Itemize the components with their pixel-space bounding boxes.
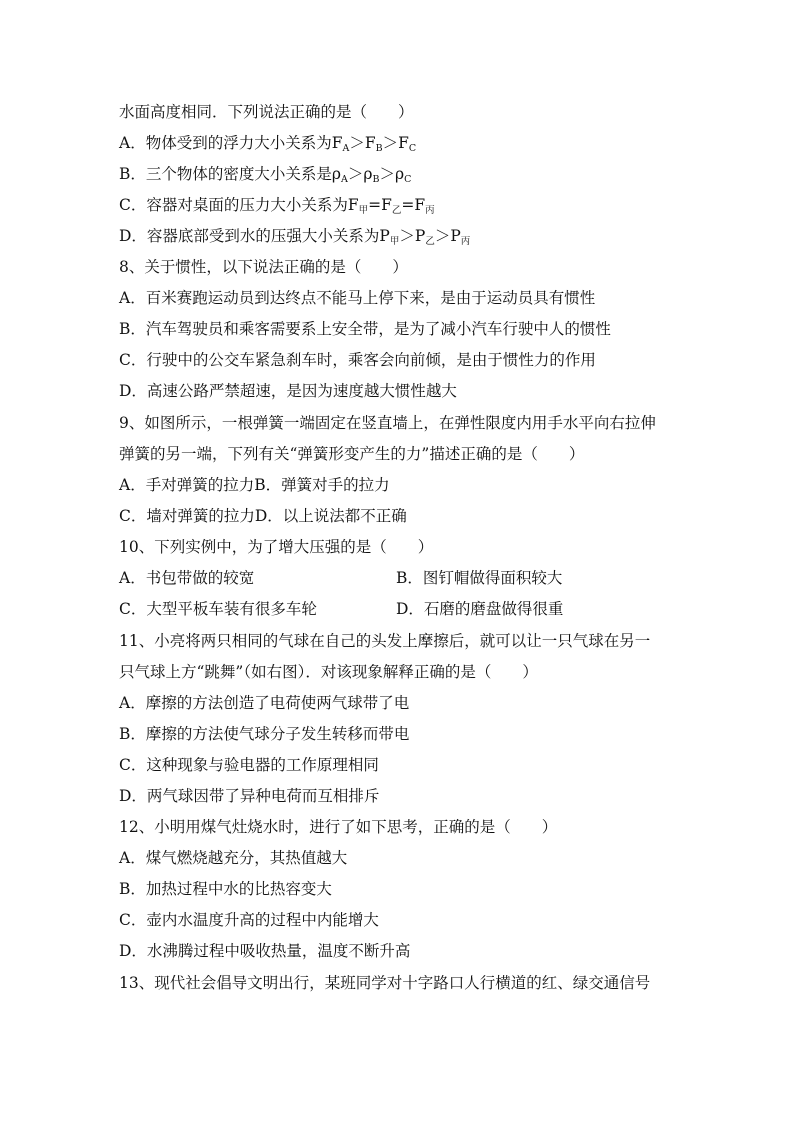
subscript: 丙 — [460, 236, 471, 247]
option-text: ＞P — [434, 227, 461, 245]
option-text: C．容器对桌面的压力大小关系为F — [119, 196, 359, 214]
q8-option-a: A．百米赛跑运动员到达终点不能马上停下来，是由于运动员具有惯性 — [119, 289, 596, 307]
q9-options-cd: C．墙对弹簧的拉力D．以上说法都不正确 — [119, 507, 407, 525]
option-text: ＞ρ — [347, 165, 373, 183]
q12-stem: 12、小明用煤气灶烧水时，进行了如下思考，正确的是（ ） — [119, 818, 558, 836]
option-text: ＞F — [349, 134, 376, 152]
q11-option-d: D．两气球因带了异种电荷而互相排斥 — [119, 787, 380, 805]
q11-option-a: A．摩擦的方法创造了电荷使两气球带了电 — [119, 694, 410, 712]
q12-option-d: D．水沸腾过程中吸收热量，温度不断升高 — [119, 942, 411, 960]
q11-stem-line1: 11、小亮将两只相同的气球在自己的头发上摩擦后，就可以让一只气球在另一 — [119, 632, 651, 650]
q7-stem-continuation: 水面高度相同．下列说法正确的是（ ） — [119, 103, 414, 121]
q11-option-b: B．摩擦的方法使气球分子发生转移而带电 — [119, 725, 410, 743]
q10-option-c: C．大型平板车装有很多车轮 — [119, 600, 317, 618]
option-text: =F — [368, 196, 392, 214]
option-text: =F — [401, 196, 426, 214]
q10-option-b: B．图钉帽做得面积较大 — [396, 569, 563, 587]
subscript: B — [372, 174, 380, 185]
q7-option-c — [119, 190, 435, 220]
subscript: 丙 — [425, 205, 435, 216]
q11-stem-line2: 只气球上方“跳舞”（如右图）．对该现象解释正确的是（ ） — [119, 663, 538, 681]
subscript: 甲 — [358, 205, 369, 216]
q10-option-a: A．书包带做的较宽 — [119, 569, 255, 587]
option-text: ＞F — [382, 134, 409, 152]
option-text: ＞P — [399, 227, 426, 245]
q13-stem-line1: 13、现代社会倡导文明出行，某班同学对十字路口人行横道的红、绿交通信号 — [119, 974, 651, 992]
subscript: C — [408, 143, 417, 154]
q7-option-a — [119, 128, 416, 158]
q10-stem: 10、下列实例中，为了增大压强的是（ ） — [119, 538, 434, 556]
q11-option-c: C．这种现象与验电器的工作原理相同 — [119, 756, 379, 774]
q8-option-c: C．行驶中的公交车紧急刹车时，乘客会向前倾，是由于惯性力的作用 — [119, 351, 596, 369]
subscript: C — [404, 174, 412, 185]
q10-option-d: D．石磨的磨盘做得很重 — [396, 600, 564, 618]
q12-option-a: A．煤气燃烧越充分，其热值越大 — [119, 849, 348, 867]
q10-options-row1 — [119, 563, 679, 593]
option-text: ＞ρ — [379, 165, 405, 183]
option-text: A．物体受到的浮力大小关系为F — [119, 134, 343, 152]
q7-option-d — [119, 221, 470, 251]
subscript: 乙 — [391, 205, 402, 216]
subscript: 乙 — [425, 236, 435, 247]
q8-option-d: D．高速公路严禁超速，是因为速度越大惯性越大 — [119, 382, 457, 400]
q8-option-b: B．汽车驾驶员和乘客需要系上安全带，是为了减小汽车行驶中人的惯性 — [119, 320, 611, 338]
q9-stem-line2: 弹簧的另一端，下列有关“弹簧形变产生的力”描述正确的是（ ） — [119, 445, 585, 463]
q8-stem: 8、关于惯性，以下说法正确的是（ ） — [119, 258, 408, 276]
q12-option-b: B．加热过程中水的比热容变大 — [119, 880, 332, 898]
subscript: A — [341, 174, 348, 185]
q9-options-ab: A．手对弹簧的拉力B．弹簧对手的拉力 — [119, 476, 390, 494]
subscript: A — [342, 143, 350, 154]
q10-options-row2 — [119, 594, 679, 624]
subscript: B — [375, 143, 383, 154]
subscript: 甲 — [389, 236, 400, 247]
q9-stem-line1: 9、如图所示，一根弹簧一端固定在竖直墙上，在弹性限度内用手水平向右拉伸 — [119, 414, 656, 432]
option-text: D．容器底部受到水的压强大小关系为P — [119, 227, 390, 245]
q7-option-b — [119, 159, 411, 189]
option-text: B．三个物体的密度大小关系是ρ — [119, 165, 342, 183]
q12-option-c: C．壶内水温度升高的过程中内能增大 — [119, 911, 379, 929]
